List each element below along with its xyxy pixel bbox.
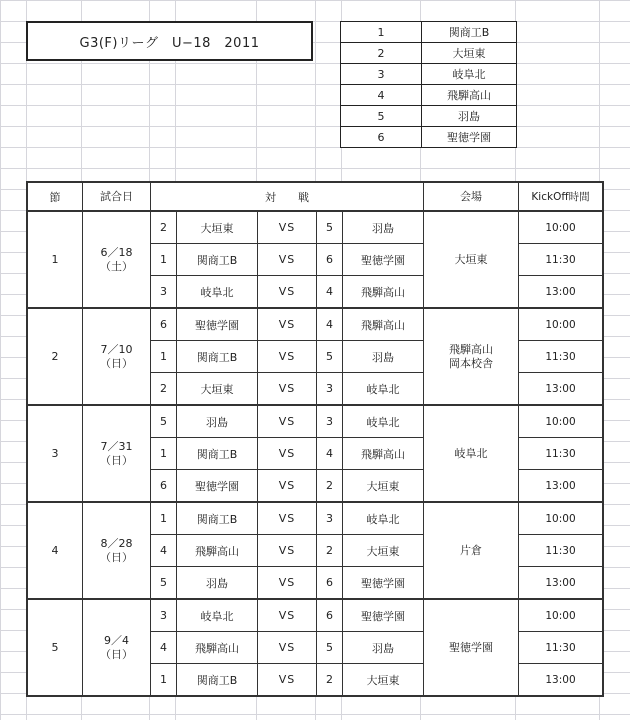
team-row bbox=[341, 22, 517, 43]
away-team-num[interactable]: 6 bbox=[317, 599, 343, 632]
team-row bbox=[341, 64, 517, 85]
team-list-table bbox=[340, 21, 517, 148]
away-team-num[interactable]: 2 bbox=[317, 470, 343, 503]
match-row bbox=[27, 308, 603, 341]
venue-line1: 聖徳学園 bbox=[449, 640, 493, 654]
match-row bbox=[27, 599, 603, 632]
venue-line1: 岐阜北 bbox=[454, 446, 488, 460]
header-match[interactable]: 対戦 bbox=[151, 182, 424, 211]
team-num[interactable]: 4 bbox=[341, 85, 422, 106]
home-team[interactable]: 関商工B bbox=[177, 341, 258, 373]
team-name[interactable]: 飛騨高山 bbox=[422, 85, 517, 106]
kickoff-time[interactable]: 10:00 bbox=[519, 502, 604, 535]
round-number[interactable]: 4 bbox=[27, 502, 83, 599]
vs-label[interactable]: VS bbox=[258, 632, 317, 664]
header-row bbox=[27, 182, 603, 211]
home-team[interactable]: 飛騨高山 bbox=[177, 632, 258, 664]
date-text: 9／4 bbox=[104, 633, 129, 647]
vs-label[interactable]: VS bbox=[258, 211, 317, 244]
vs-label[interactable]: VS bbox=[258, 244, 317, 276]
away-team-num[interactable]: 3 bbox=[317, 373, 343, 406]
vs-label[interactable]: VS bbox=[258, 599, 317, 632]
away-team[interactable]: 大垣東 bbox=[343, 535, 424, 567]
kickoff-time[interactable]: 13:00 bbox=[519, 373, 604, 406]
away-team[interactable]: 岐阜北 bbox=[343, 405, 424, 438]
away-team-num[interactable]: 4 bbox=[317, 308, 343, 341]
kickoff-time[interactable]: 11:30 bbox=[519, 535, 604, 567]
home-team[interactable]: 羽島 bbox=[177, 567, 258, 600]
venue[interactable] bbox=[424, 308, 519, 405]
round-number[interactable]: 5 bbox=[27, 599, 83, 696]
away-team[interactable]: 岐阜北 bbox=[343, 373, 424, 406]
team-num[interactable]: 1 bbox=[341, 22, 422, 43]
vs-label[interactable]: VS bbox=[258, 341, 317, 373]
away-team-num[interactable]: 5 bbox=[317, 211, 343, 244]
home-team[interactable]: 聖徳学園 bbox=[177, 470, 258, 503]
weekday-text: （日） bbox=[100, 550, 133, 564]
weekday-text: （日） bbox=[100, 356, 133, 370]
away-team[interactable]: 大垣東 bbox=[343, 664, 424, 697]
vs-label[interactable]: VS bbox=[258, 567, 317, 600]
home-team[interactable]: 関商工B bbox=[177, 244, 258, 276]
home-team-num[interactable]: 5 bbox=[151, 567, 177, 600]
kickoff-time[interactable]: 13:00 bbox=[519, 470, 604, 503]
away-team-num[interactable]: 6 bbox=[317, 244, 343, 276]
header-venue[interactable]: 会場 bbox=[424, 182, 519, 211]
team-num[interactable]: 2 bbox=[341, 43, 422, 64]
away-team-num[interactable]: 5 bbox=[317, 341, 343, 373]
home-team-num[interactable]: 5 bbox=[151, 405, 177, 438]
venue[interactable] bbox=[424, 502, 519, 599]
away-team[interactable]: 羽島 bbox=[343, 632, 424, 664]
away-team[interactable]: 飛騨高山 bbox=[343, 308, 424, 341]
away-team-num[interactable]: 3 bbox=[317, 502, 343, 535]
vs-label[interactable]: VS bbox=[258, 276, 317, 309]
team-row bbox=[341, 85, 517, 106]
date-text: 6／18 bbox=[100, 245, 133, 259]
venue[interactable] bbox=[424, 211, 519, 308]
away-team-num[interactable]: 4 bbox=[317, 276, 343, 309]
weekday-text: （日） bbox=[100, 647, 133, 661]
home-team-num[interactable]: 4 bbox=[151, 632, 177, 664]
home-team[interactable]: 飛騨高山 bbox=[177, 535, 258, 567]
vs-label[interactable]: VS bbox=[258, 664, 317, 697]
match-date[interactable] bbox=[83, 308, 151, 405]
venue[interactable] bbox=[424, 405, 519, 502]
team-name[interactable]: 大垣東 bbox=[422, 43, 517, 64]
team-num[interactable]: 6 bbox=[341, 127, 422, 148]
round-number[interactable]: 2 bbox=[27, 308, 83, 405]
venue-line1: 大垣東 bbox=[454, 252, 488, 266]
date-text: 7／10 bbox=[100, 342, 133, 356]
vs-label[interactable]: VS bbox=[258, 373, 317, 406]
team-row bbox=[341, 127, 517, 148]
home-team[interactable]: 大垣東 bbox=[177, 211, 258, 244]
kickoff-time[interactable]: 10:00 bbox=[519, 211, 604, 244]
match-date[interactable] bbox=[83, 211, 151, 308]
date-text: 7／31 bbox=[100, 439, 133, 453]
home-team-num[interactable]: 3 bbox=[151, 599, 177, 632]
date-text: 8／28 bbox=[100, 536, 133, 550]
kickoff-time[interactable]: 10:00 bbox=[519, 405, 604, 438]
away-team[interactable]: 聖徳学園 bbox=[343, 567, 424, 600]
away-team[interactable]: 聖徳学園 bbox=[343, 244, 424, 276]
away-team[interactable]: 羽島 bbox=[343, 211, 424, 244]
home-team-num[interactable]: 1 bbox=[151, 438, 177, 470]
kickoff-time[interactable]: 11:30 bbox=[519, 632, 604, 664]
kickoff-time[interactable]: 11:30 bbox=[519, 244, 604, 276]
kickoff-time[interactable]: 11:30 bbox=[519, 438, 604, 470]
team-name[interactable]: 岐阜北 bbox=[422, 64, 517, 85]
away-team-num[interactable]: 5 bbox=[317, 632, 343, 664]
home-team[interactable]: 聖徳学園 bbox=[177, 308, 258, 341]
vs-label[interactable]: VS bbox=[258, 502, 317, 535]
away-team-num[interactable]: 2 bbox=[317, 664, 343, 697]
home-team-num[interactable]: 1 bbox=[151, 244, 177, 276]
team-row bbox=[341, 43, 517, 64]
header-round[interactable]: 節 bbox=[27, 182, 83, 211]
match-date[interactable] bbox=[83, 405, 151, 502]
away-team[interactable]: 岐阜北 bbox=[343, 502, 424, 535]
home-team-num[interactable]: 4 bbox=[151, 535, 177, 567]
away-team-num[interactable]: 4 bbox=[317, 438, 343, 470]
home-team-num[interactable]: 2 bbox=[151, 211, 177, 244]
home-team[interactable]: 関商工B bbox=[177, 502, 258, 535]
kickoff-time[interactable]: 10:00 bbox=[519, 599, 604, 632]
home-team-num[interactable]: 3 bbox=[151, 276, 177, 309]
vs-label[interactable]: VS bbox=[258, 470, 317, 503]
away-team[interactable]: 羽島 bbox=[343, 341, 424, 373]
header-kickoff[interactable]: KickOff時間 bbox=[519, 182, 604, 211]
team-name[interactable]: 関商工B bbox=[422, 22, 517, 43]
home-team-num[interactable]: 1 bbox=[151, 664, 177, 697]
venue-line1: 片倉 bbox=[460, 543, 482, 557]
match-row bbox=[27, 211, 603, 244]
away-team[interactable]: 大垣東 bbox=[343, 470, 424, 503]
round-number[interactable]: 1 bbox=[27, 211, 83, 308]
away-team[interactable]: 飛騨高山 bbox=[343, 276, 424, 309]
home-team[interactable]: 羽島 bbox=[177, 405, 258, 438]
weekday-text: （土） bbox=[100, 259, 133, 273]
team-name[interactable]: 聖徳学園 bbox=[422, 127, 517, 148]
match-row bbox=[27, 405, 603, 438]
team-num[interactable]: 3 bbox=[341, 64, 422, 85]
title-text: G3(F)リーグ U−18 2011 bbox=[79, 35, 260, 51]
match-row bbox=[27, 502, 603, 535]
kickoff-time[interactable]: 13:00 bbox=[519, 567, 604, 600]
round-number[interactable]: 3 bbox=[27, 405, 83, 502]
kickoff-time[interactable]: 13:00 bbox=[519, 664, 604, 697]
home-team[interactable]: 関商工B bbox=[177, 664, 258, 697]
kickoff-time[interactable]: 11:30 bbox=[519, 341, 604, 373]
away-team-num[interactable]: 2 bbox=[317, 535, 343, 567]
schedule-table bbox=[26, 181, 604, 697]
kickoff-time[interactable]: 10:00 bbox=[519, 308, 604, 341]
away-team-num[interactable]: 6 bbox=[317, 567, 343, 600]
match-date[interactable] bbox=[83, 599, 151, 696]
venue-line1: 飛騨高山 bbox=[449, 342, 493, 356]
away-team-num[interactable]: 3 bbox=[317, 405, 343, 438]
team-num[interactable]: 5 bbox=[341, 106, 422, 127]
home-team-num[interactable]: 1 bbox=[151, 341, 177, 373]
home-team[interactable]: 関商工B bbox=[177, 438, 258, 470]
home-team-num[interactable]: 6 bbox=[151, 470, 177, 503]
vs-label[interactable]: VS bbox=[258, 438, 317, 470]
team-row bbox=[341, 106, 517, 127]
vs-label[interactable]: VS bbox=[258, 308, 317, 341]
home-team[interactable]: 岐阜北 bbox=[177, 599, 258, 632]
home-team[interactable]: 岐阜北 bbox=[177, 276, 258, 309]
weekday-text: （日） bbox=[100, 453, 133, 467]
header-date[interactable]: 試合日 bbox=[83, 182, 151, 211]
sheet-title[interactable] bbox=[26, 21, 313, 61]
away-team[interactable]: 聖徳学園 bbox=[343, 599, 424, 632]
venue[interactable] bbox=[424, 599, 519, 696]
home-team[interactable]: 大垣東 bbox=[177, 373, 258, 406]
vs-label[interactable]: VS bbox=[258, 405, 317, 438]
home-team-num[interactable]: 2 bbox=[151, 373, 177, 406]
match-date[interactable] bbox=[83, 502, 151, 599]
team-name[interactable]: 羽島 bbox=[422, 106, 517, 127]
venue-line2: 岡本校舎 bbox=[449, 356, 493, 370]
vs-label[interactable]: VS bbox=[258, 535, 317, 567]
home-team-num[interactable]: 1 bbox=[151, 502, 177, 535]
away-team[interactable]: 飛騨高山 bbox=[343, 438, 424, 470]
kickoff-time[interactable]: 13:00 bbox=[519, 276, 604, 309]
home-team-num[interactable]: 6 bbox=[151, 308, 177, 341]
